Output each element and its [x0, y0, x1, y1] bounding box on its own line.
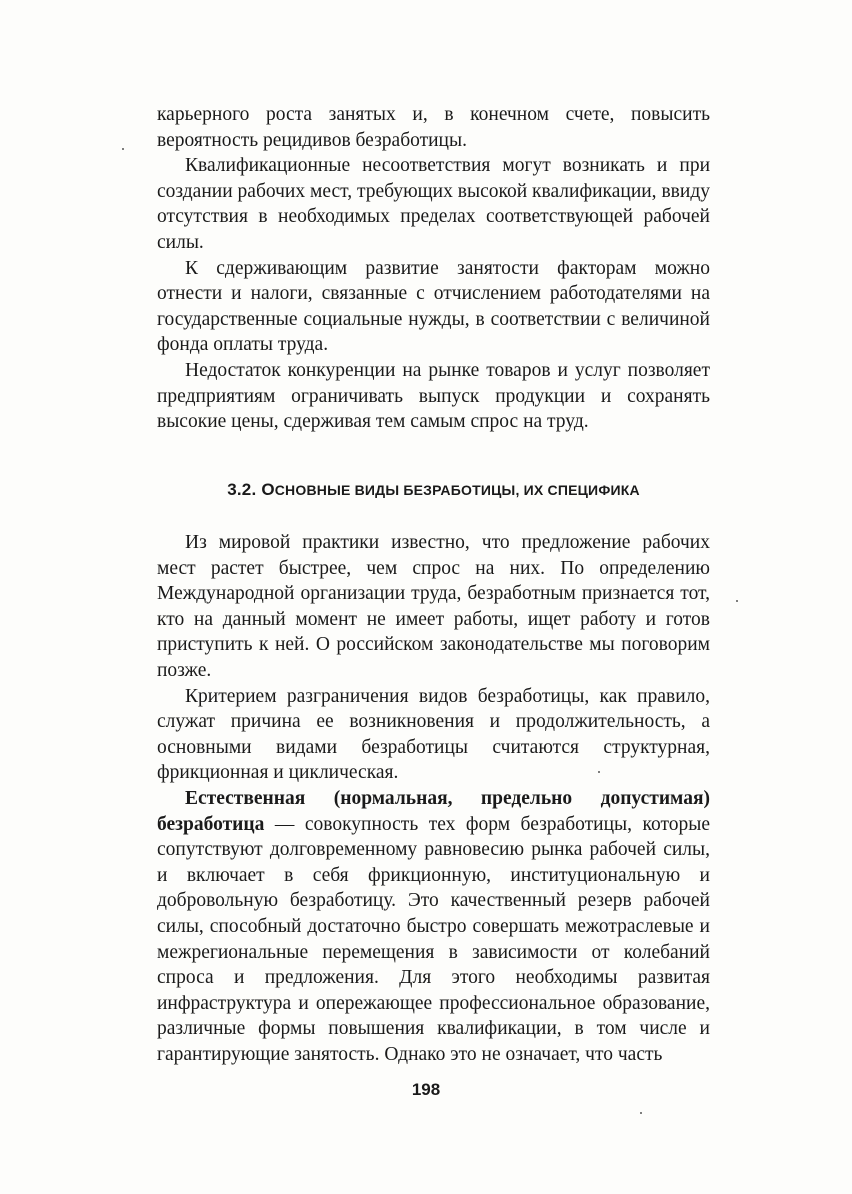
scan-speck — [640, 1112, 642, 1114]
section-text-block — [157, 530, 710, 1067]
section-title-rest: СНОВНЫЕ ВИДЫ БЕЗРАБОТИЦЫ, ИХ СПЕЦИФИКА — [274, 482, 640, 498]
top-text-block — [157, 102, 710, 435]
paragraph: К сдерживающим развитие занятости факторам можно отнести и налоги, связанные с отчислением работодателями на государственные социальные нужды, в соответствии с величиной фонда оплаты труда. — [157, 257, 710, 356]
paragraph: Квалификационные несоответствия могут возникать и при создании рабочих мест, требующих высокой квалификации, ввиду отсутствия в необходимых пределах соответствующей рабочей силы. — [157, 155, 710, 253]
term-definition-text: — совокупность тех форм безработицы, которые сопутствуют долговременному равновесию рынка рабочей силы, и включает в себя фрикционную, институциональную и добровольную безработицу. Это качественный резерв рабочей силы, способный достаточно быстро совершать межотраслевые и межрегиональные перемещения в зависимости от колебаний спроса и предложения. Для этого необходимы развитая инфраструктура и опережающее профессиональное образование, различные формы повышения квалификации, в том числе и гарантирующие занятость. Однако это не означает, что часть — [157, 813, 710, 1065]
scan-speck — [736, 600, 738, 602]
term-definition-word: Естественная (нормальная, предельно допустимая) безработица — [157, 787, 710, 835]
scan-speck — [122, 148, 124, 150]
scan-speck — [598, 771, 600, 773]
section-heading — [157, 480, 710, 500]
section-number: 3.2. — [227, 480, 257, 499]
paragraph: Критерием разграничения видов безработицы, как правило, служат причина ее возникновения и продолжительность, а основными видами безработицы считаются структурная, фрикционная и циклическая. — [157, 685, 710, 784]
page-number: 198 — [411, 1080, 441, 1099]
paragraph: карьерного роста занятых и, в конечном счете, повысить вероятность рецидивов безработицы. — [157, 104, 710, 151]
term-paragraph — [157, 786, 710, 1068]
paragraph: Из мировой практики известно, что предложение рабочих мест растет быстрее, чем спрос на них. По определению Международной организации труда, безработным признается тот, кто на данный момент не имеет работы, ищет работу и готов приступить к ней. О российском законодательстве мы поговорим позже. — [157, 532, 710, 681]
paragraph: Недостаток конкуренции на рынке товаров и услуг позволяет предприятиям ограничивать выпуск продукции и сохранять высокие цены, сдерживая тем самым спрос на труд. — [157, 359, 710, 433]
section-title-initial: О — [261, 480, 275, 499]
